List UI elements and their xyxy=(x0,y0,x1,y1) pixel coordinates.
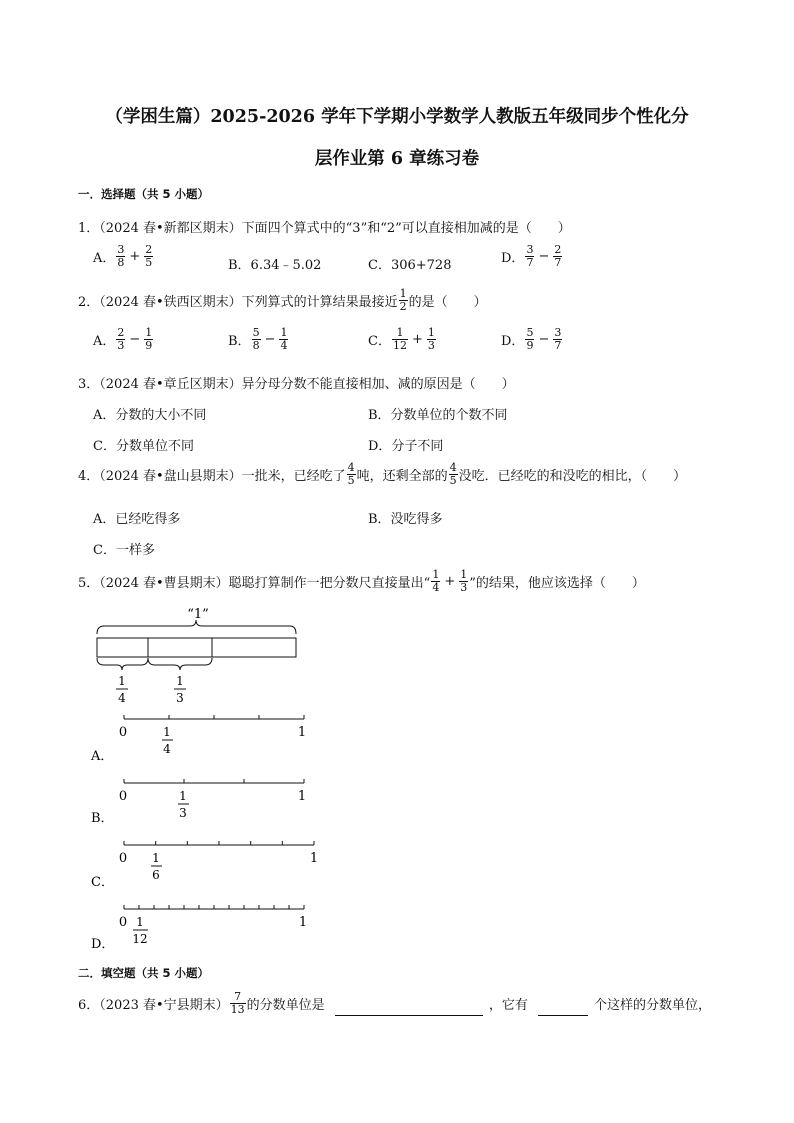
option-label: B． xyxy=(91,811,114,826)
question-3-option-c[interactable]: C．分数单位不同 xyxy=(93,439,194,454)
tick-label-numerator: 1 xyxy=(163,725,171,739)
question-3-option-b[interactable]: B．分数单位的个数不同 xyxy=(368,408,508,423)
question-4-option-a[interactable]: A．已经吃得多 xyxy=(93,512,181,527)
question-2-option-a[interactable]: A． $\frac{2}{3}$ − $\frac{1}{9}$ xyxy=(93,326,153,352)
quarter-denominator: 4 xyxy=(118,691,126,705)
tick-label-denominator: 3 xyxy=(179,806,187,820)
third-numerator: 1 xyxy=(176,674,184,688)
tick-label-denominator: 12 xyxy=(132,932,148,946)
tick-label-denominator: 6 xyxy=(152,868,160,882)
question-1-stem: 1．（2024 春•新都区期末）下面四个算式中的“3”和“2”可以直接相加减的是（ ） xyxy=(78,221,571,236)
third-brace xyxy=(148,658,212,670)
ruler-zero-label: 0 xyxy=(118,915,128,930)
question-6-stem: 6．（2023 春•宁县期末） $\frac{7}{13}$ 的分数单位是 ，它有 个这样的分数单位， xyxy=(78,990,711,1016)
question-2-stem: 2．（2024 春•铁西区期末）下列算式的计算结果最接近 $\frac{1}{2}$ 的是（ ） xyxy=(78,287,487,313)
page-title-line1: （学困生篇）2025-2026 学年下学期小学数学人教版五年级同步个性化分 xyxy=(105,107,689,127)
operator: + xyxy=(129,249,141,264)
question-1-option-a[interactable] xyxy=(93,244,154,269)
ruler-option-b[interactable] xyxy=(90,776,330,828)
option-label: C． xyxy=(91,875,114,890)
fraction: $\frac{2}{7}$ xyxy=(554,243,562,269)
question-2-option-c[interactable]: C． $\frac{1}{12}$ + $\frac{1}{3}$ xyxy=(368,326,435,352)
question-4-stem: 4．（2024 春•盘山县期末）一批米，已经吃了 $\frac{4}{5}$ 吨，还剩全部的 $\frac{4}{5}$ 没吃．已经吃的和没吃的相比，（ ） xyxy=(78,461,687,487)
question-4-option-c[interactable]: C．一样多 xyxy=(93,543,155,558)
ruler-zero-label: 0 xyxy=(118,789,128,804)
option-label: A． xyxy=(91,749,114,764)
ruler-one-label: 1 xyxy=(297,725,307,740)
question-1-option-b[interactable]: B．6.34﹣5.02 xyxy=(228,258,322,273)
third-denominator: 3 xyxy=(176,691,184,705)
page-title-line2: 层作业第 6 章练习卷 xyxy=(314,149,480,169)
quarter-brace xyxy=(97,658,148,670)
ruler-zero-label: 0 xyxy=(118,851,128,866)
ruler-one-label: 1 xyxy=(297,789,307,804)
ruler-ticks xyxy=(124,905,304,909)
fraction: $\frac{3}{8}$ xyxy=(117,243,125,269)
question-2-option-b[interactable]: B． $\frac{5}{8}$ − $\frac{1}{4}$ xyxy=(228,326,288,352)
option-label: D． xyxy=(91,937,115,952)
question-3-option-d[interactable]: D．分子不同 xyxy=(368,439,444,454)
ruler-option-d[interactable] xyxy=(90,902,330,954)
tick-label-numerator: 1 xyxy=(179,789,187,803)
tick-label-numerator: 1 xyxy=(152,851,160,865)
fraction: $\frac{1}{2}$ xyxy=(399,287,407,313)
question-1-option-d[interactable] xyxy=(501,244,563,269)
ruler-option-a[interactable] xyxy=(90,712,330,766)
fraction: $\frac{3}{7}$ xyxy=(526,243,534,269)
ruler-zero-label: 0 xyxy=(118,725,128,740)
fraction: $\frac{2}{5}$ xyxy=(145,243,153,269)
quarter-numerator: 1 xyxy=(118,674,126,688)
question-3-option-a[interactable]: A．分数的大小不同 xyxy=(93,408,207,423)
section-heading-choice: 一．选择题（共 5 小题） xyxy=(78,187,210,201)
operator: − xyxy=(538,249,550,264)
ruler-option-c[interactable] xyxy=(90,838,330,892)
diagram-whole-label: “1” xyxy=(187,607,209,622)
ruler-one-label: 1 xyxy=(298,915,308,930)
tick-label-denominator: 4 xyxy=(163,742,171,756)
question-4-option-b[interactable]: B．没吃得多 xyxy=(368,512,443,527)
whole-bar xyxy=(97,638,296,657)
question-1-option-c[interactable]: C．306+728 xyxy=(368,258,452,273)
section-heading-fill-blank: 二．填空题（共 5 小题） xyxy=(78,966,210,980)
answer-blank-unit[interactable] xyxy=(335,1001,483,1016)
top-brace xyxy=(97,620,296,634)
answer-blank-count[interactable] xyxy=(538,1001,588,1016)
question-2-option-d[interactable]: D． $\frac{5}{9}$ − $\frac{3}{7}$ xyxy=(501,326,562,352)
fraction-bar-diagram xyxy=(90,602,310,707)
question-5-stem: 5．（2024 春•曹县期末）聪聪打算制作一把分数尺直接量出“ $\frac{1}{4}$ + $\frac{1}{3}$ ”的结果，他应该选择（ ） xyxy=(78,568,645,594)
option-label: A． xyxy=(93,251,116,266)
ruler-one-label: 1 xyxy=(309,851,319,866)
question-3-stem: 3．（2024 春•章丘区期末）异分母分数不能直接相加、减的原因是（ ） xyxy=(78,377,515,392)
option-label: D． xyxy=(501,251,525,266)
tick-label-numerator: 1 xyxy=(136,915,144,929)
